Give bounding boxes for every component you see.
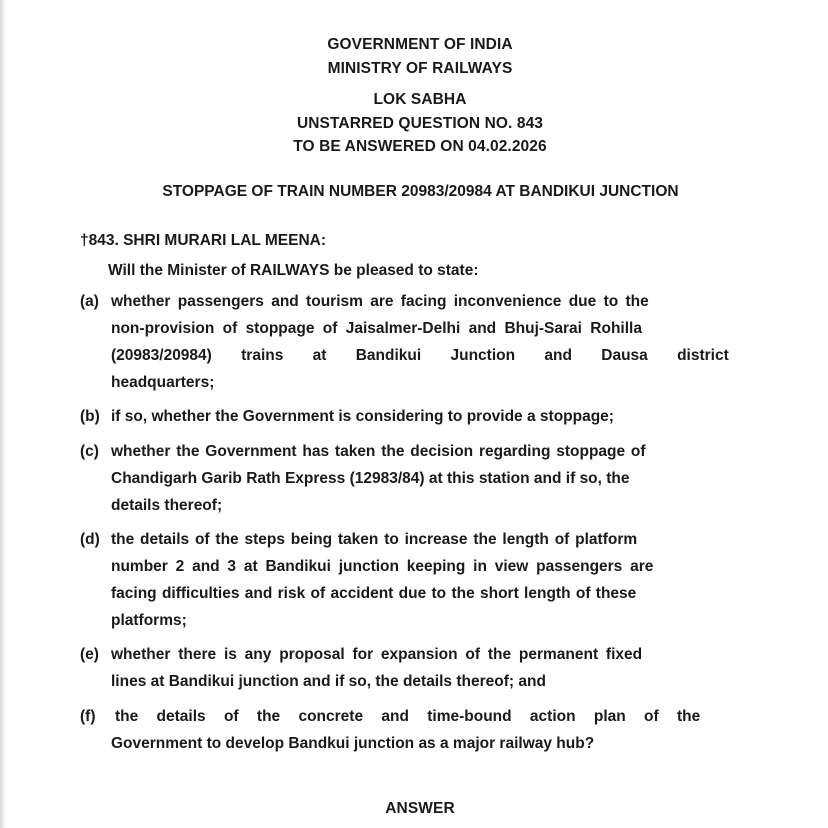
question-a-line-4: headquarters; <box>111 374 215 391</box>
question-c-label: (c) <box>80 443 99 460</box>
header-answer-date: TO BE ANSWERED ON 04.02.2026 <box>293 138 547 155</box>
question-e-line-2: lines at Bandikui junction and if so, the details thereof; and <box>111 673 546 690</box>
question-f-line-2: Government to develop Bandkui junction as a major railway hub? <box>111 735 595 752</box>
question-d-line-1: the details of the steps being taken to increase the length of platform <box>111 531 638 548</box>
question-a-line-1: whether passengers and tourism are facing inconvenience due to the <box>111 293 649 310</box>
header-government: GOVERNMENT OF INDIA <box>327 36 513 53</box>
question-a-label: (a) <box>80 293 99 310</box>
header-ministry: MINISTRY OF RAILWAYS <box>327 60 513 77</box>
question-a-line-3: (20983/20984) trains at Bandikui Junction and Dausa district <box>111 347 729 364</box>
question-b-label: (b) <box>80 408 100 425</box>
answer-heading: ANSWER <box>385 800 455 817</box>
header-house: LOK SABHA <box>373 91 467 108</box>
question-e-label: (e) <box>80 646 99 663</box>
question-e-line-1: whether there is any proposal for expansion of the permanent fixed <box>111 646 643 663</box>
subject-title: STOPPAGE OF TRAIN NUMBER 20983/20984 AT BANDIKUI JUNCTION <box>162 183 679 200</box>
questioner-name: †843. SHRI MURARI LAL MEENA: <box>80 232 327 249</box>
question-f-line-1: the details of the concrete and time-bound action plan of the <box>115 708 701 725</box>
header-question-number: UNSTARRED QUESTION NO. 843 <box>296 115 544 132</box>
question-d-line-4: platforms; <box>111 612 187 629</box>
question-intro: Will the Minister of RAILWAYS be pleased to state: <box>108 262 479 279</box>
question-d-line-2: number 2 and 3 at Bandikui junction keeping in view passengers are <box>111 558 654 575</box>
question-b-line-1: if so, whether the Government is considering to provide a stoppage; <box>111 408 614 425</box>
question-f-label: (f) <box>80 708 96 725</box>
question-c-line-3: details thereof; <box>111 497 223 514</box>
question-c-line-2: Chandigarh Garib Rath Express (12983/84) at this station and if so, the <box>111 470 630 487</box>
question-d-line-3: facing difficulties and risk of accident due to the short length of these <box>111 585 637 602</box>
question-d-label: (d) <box>80 531 100 548</box>
question-a-line-2: non-provision of stoppage of Jaisalmer-Delhi and Bhuj-Sarai Rohilla <box>111 320 642 337</box>
question-c-line-1: whether the Government has taken the decision regarding stoppage of <box>111 443 646 460</box>
